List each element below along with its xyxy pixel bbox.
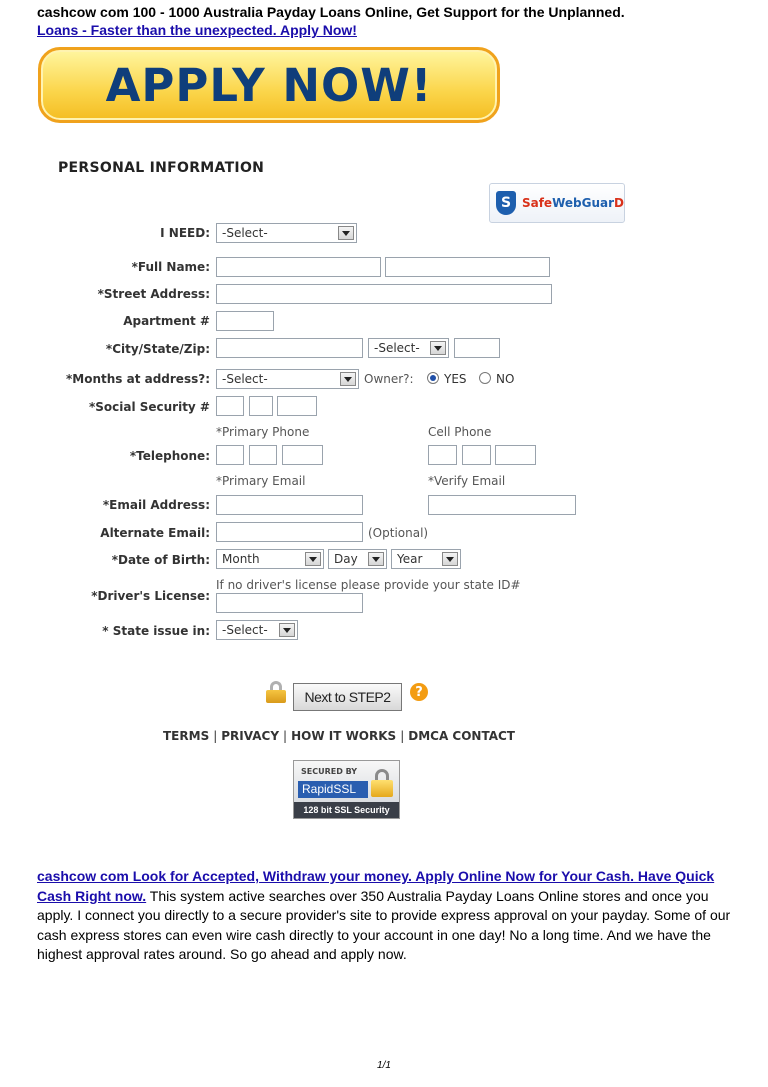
- document-title: cashcow com 100 - 1000 Australia Payday Loans Online, Get Support for the Unplanned.: [37, 4, 625, 20]
- privacy-link[interactable]: PRIVACY: [221, 729, 280, 743]
- street-address-input[interactable]: [216, 284, 552, 304]
- dmca-contact-link[interactable]: DMCA CONTACT: [408, 729, 515, 743]
- label-email-address: *Email Address:: [102, 498, 210, 512]
- chevron-down-icon: [442, 552, 458, 566]
- owner-yes-radio[interactable]: [427, 372, 439, 384]
- section-title: PERSONAL INFORMATION: [58, 160, 265, 176]
- label-street-address: *Street Address:: [97, 287, 210, 301]
- apply-now-link[interactable]: Loans - Faster than the unexpected. Apply Now!: [37, 22, 357, 38]
- padlock-icon: [371, 769, 393, 797]
- last-name-input[interactable]: [385, 257, 550, 277]
- label-city-state-zip: *City/State/Zip:: [105, 342, 210, 356]
- help-icon[interactable]: ?: [410, 683, 428, 701]
- cell-phone-prefix-input[interactable]: [462, 445, 491, 465]
- label-date-of-birth: *Date of Birth:: [111, 553, 210, 567]
- ssn-part2-input[interactable]: [249, 396, 273, 416]
- birth-month-select[interactable]: Month: [216, 549, 324, 569]
- birth-day-select[interactable]: Day: [328, 549, 387, 569]
- owner-yes-label: YES: [444, 372, 467, 386]
- next-step-button[interactable]: Next to STEP2: [293, 683, 402, 711]
- lock-icon: [266, 681, 286, 703]
- cell-phone-line-input[interactable]: [495, 445, 536, 465]
- owner-no-radio[interactable]: [479, 372, 491, 384]
- apply-now-banner-button[interactable]: [38, 47, 500, 123]
- shield-icon: S: [496, 191, 516, 215]
- chevron-down-icon: [340, 372, 356, 386]
- label-drivers-license: *Driver's License:: [91, 589, 210, 603]
- cash-now-link[interactable]: cashcow com Look for Accepted, Withdraw your money. Apply Online Now for Your Cash. Have Quick Cash Right now.: [37, 868, 715, 904]
- zip-input[interactable]: [454, 338, 500, 358]
- primary-phone-line-input[interactable]: [282, 445, 323, 465]
- chevron-down-icon: [368, 552, 384, 566]
- body-paragraph: [37, 867, 737, 965]
- first-name-input[interactable]: [216, 257, 381, 277]
- label-alternate-email: Alternate Email:: [100, 526, 210, 540]
- i-need-select[interactable]: -Select-: [216, 223, 357, 243]
- owner-label: Owner?:: [364, 372, 414, 386]
- chevron-down-icon: [279, 623, 295, 637]
- label-i-need: I NEED:: [160, 226, 210, 240]
- apartment-input[interactable]: [216, 311, 274, 331]
- verify-email-caption: *Verify Email: [428, 474, 506, 488]
- birth-year-select[interactable]: Year: [391, 549, 461, 569]
- label-months-at-address: *Months at address?:: [66, 372, 210, 386]
- state-select[interactable]: -Select-: [368, 338, 449, 358]
- months-at-address-select[interactable]: -Select-: [216, 369, 359, 389]
- chevron-down-icon: [338, 226, 354, 240]
- how-it-works-link[interactable]: HOW IT WORKS: [291, 729, 397, 743]
- footer-links: TERMS | PRIVACY | HOW IT WORKS | DMCA CONTACT: [163, 729, 515, 743]
- ssn-part3-input[interactable]: [277, 396, 317, 416]
- primary-phone-caption: *Primary Phone: [216, 425, 310, 439]
- alternate-email-input[interactable]: [216, 522, 363, 542]
- label-state-issue: * State issue in:: [102, 624, 210, 638]
- label-telephone: *Telephone:: [129, 449, 210, 463]
- page-number: 1/1: [377, 1060, 391, 1071]
- verify-email-input[interactable]: [428, 495, 576, 515]
- owner-no-label: NO: [496, 372, 515, 386]
- primary-phone-prefix-input[interactable]: [249, 445, 277, 465]
- email-input[interactable]: [216, 495, 363, 515]
- label-apartment: Apartment #: [123, 314, 210, 328]
- safewebguard-label: SafeWebGuarD: [521, 196, 624, 210]
- drivers-license-input[interactable]: [216, 593, 363, 613]
- cell-phone-caption: Cell Phone: [428, 425, 492, 439]
- rapidssl-badge: SECURED BY RapidSSL 128 bit SSL Security: [293, 760, 400, 819]
- terms-link[interactable]: TERMS: [163, 729, 210, 743]
- license-hint: If no driver's license please provide your state ID#: [216, 578, 521, 592]
- label-social-security: *Social Security #: [88, 400, 210, 414]
- safewebguard-badge: [489, 183, 625, 223]
- chevron-down-icon: [305, 552, 321, 566]
- city-input[interactable]: [216, 338, 363, 358]
- label-full-name: *Full Name:: [131, 260, 210, 274]
- cell-phone-area-input[interactable]: [428, 445, 457, 465]
- apply-now-label: APPLY NOW!: [105, 58, 433, 112]
- primary-email-caption: *Primary Email: [216, 474, 306, 488]
- ssn-part1-input[interactable]: [216, 396, 244, 416]
- state-issue-select[interactable]: -Select-: [216, 620, 298, 640]
- primary-phone-area-input[interactable]: [216, 445, 244, 465]
- optional-caption: (Optional): [368, 526, 429, 540]
- body-text: This system active searches over 350 Australia Payday Loans Online stores and once you apply. I connect you directly to a secure provider's site to provide express approval on your payday. Some of our cash express stores can even wire cash directly to your account in one day! No a long time. And we have the highest approval rates around. So go ahead and apply now.: [37, 887, 731, 963]
- chevron-down-icon: [430, 341, 446, 355]
